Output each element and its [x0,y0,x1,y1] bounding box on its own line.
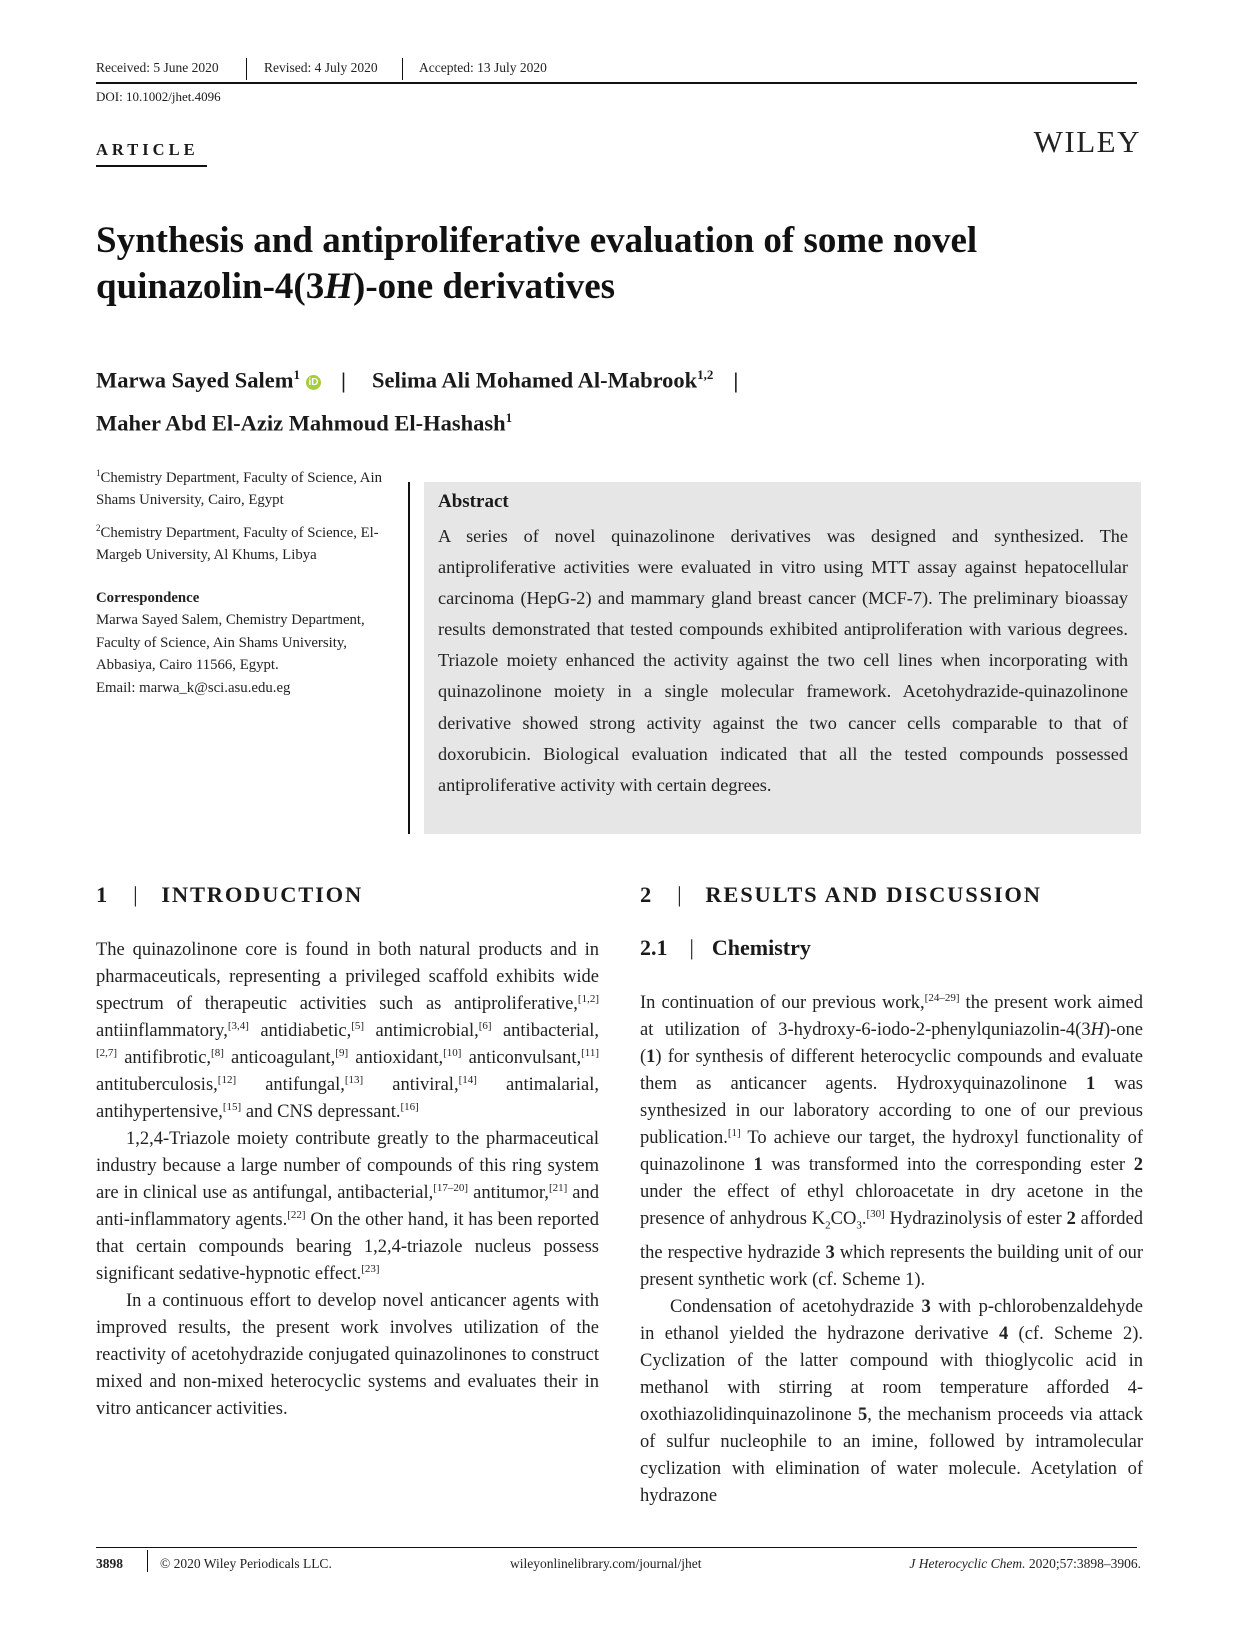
doi[interactable]: DOI: 10.1002/jhet.4096 [96,89,221,104]
revised-date: Revised: 4 July 2020 [264,60,378,75]
affiliations [96,462,396,699]
author-name[interactable]: Maher Abd El-Aziz Mahmoud El-Hashash [96,410,506,435]
header-divider [402,58,403,80]
article-title: Synthesis and antiproliferative evaluation of some novel quinazolin-4(3H)-one derivatives [96,220,978,307]
citation: J Heterocyclic Chem. 2020;57:3898–3906. [909,1556,1141,1571]
received-date: Received: 5 June 2020 [96,60,219,75]
author-name[interactable]: Selima Ali Mohamed Al-Mabrook [371,367,698,393]
introduction-body [96,937,599,1423]
affiliation-1: $^1$Chemistry Department, Faculty of Science, Ain Shams University, Cairo, Egypt [96,468,382,509]
correspondence-email[interactable]: Email: marwa_k@sci.asu.edu.eg [96,679,291,696]
header-divider [246,58,247,80]
copyright: © 2020 Wiley Periodicals LLC. [160,1556,332,1571]
abstract-heading: Abstract [438,491,509,512]
correspondence-heading: Correspondence [96,589,200,606]
chemistry-body [640,990,1143,1510]
paragraph: 1,2,4-Triazole moiety contribute greatly to the pharmaceutical industry because a large number of compounds of this ring system are in clinical use as antifungal, antibacterial,[17–20] antitumor,[21] and anti-inflammatory agents.[22] On the other hand, it has been reported that certain compounds bearing 1,2,4-triazole nucleus possess significant sedative-hypnotic effect.[23] [96,1129,599,1284]
accepted-date: Accepted: 13 July 2020 [419,60,547,75]
abstract-divider [408,482,410,834]
affiliation-2: $^2$Chemistry Department, Faculty of Science, El-Margeb University, Al Khums, Libya [96,522,379,564]
subsection-heading-chemistry: 2.1 | Chemistry [640,935,811,960]
correspondence-text: Marwa Sayed Salem, Chemistry Department, Faculty of Science, Ain Shams University, Abbasiya, Cairo 11566, Egypt. [96,612,365,674]
paragraph: The quinazolinone core is found in both natural products and in pharmaceuticals, representing a privileged scaffold exhibits wide spectrum of therapeutic activities such as antiproliferative,[1,2] antiinflammatory,[3,4] antidiabetic,[5] antimicrobial,[6] antibacterial,[2,7] antifibrotic,[8] anticoagulant,[9] antioxidant,[10] anticonvulsant,[11] antituberculosis,[12] antifungal,[13] antiviral,[14] antimalarial, antihypertensive,[15] and CNS depressant.[16] [96,940,600,1122]
section-heading-introduction: 1 | INTRODUCTION [96,882,363,907]
section-heading-results: 2 | RESULTS AND DISCUSSION [640,882,1042,907]
footer-divider [147,1550,148,1572]
orcid-icon[interactable]: iD [306,375,321,390]
section-label: ARTICLE [96,140,199,159]
paragraph: In a continuous effort to develop novel anticancer agents with improved results, the present work involves utilization of the reactivity of acetohydrazide conjugated quinazolinones to construct mixed and non-mixed heterocyclic systems and evaluates their in vitro anticancer activities. [96,1291,599,1419]
abstract-text: A series of novel quinazolinone derivatives was designed and synthesized. The antiproliferative activities were evaluated in vitro using MTT assay against hepatocellular carcinoma (HepG-2) and mammary gland breast cancer (MCF-7). The preliminary bioassay results demonstrated that tested compounds exhibited antiproliferation with various degrees. Triazole moiety enhanced the activity against the two cell lines when incorporating with quinazolinone moiety in a single molecular framework. Acetohydrazide-quinazolinone derivative showed strong activity against the two cancer cells comparable to that of doxorubicin. Biological evaluation indicated that all the tested compounds possessed antiproliferative activity with certain degrees. [438,526,1128,795]
paragraph: In continuation of our previous work,[24–29] the present work aimed at utilization of 3-hydroxy-6-iodo-2-phenylquniazolin-4(3H)-one (1) for synthesis of different heterocyclic compounds and evaluate them as anticancer agents. Hydroxyquinazolinone 1 was synthesized in our laboratory according to one of our previous publication.[1] To achieve our target, the hydroxyl functionality of quinazolinone 1 was transformed into the corresponding ester 2 under the effect of ethyl chloroacetate in dry acetone in the presence of anhydrous $K_2CO_3.[30]$ Hydrazinolysis of ester 2 afforded the respective hydrazide 3 which represents the building unit of our present synthetic work (cf. Scheme 1). [640,991,1144,1290]
footer-rule [96,1547,1137,1548]
page-number: 3898 [96,1556,123,1571]
section-label-underline [96,165,207,167]
publisher-logo: WILEY [1033,124,1141,159]
paragraph: Condensation of acetohydrazide 3 with p-chlorobenzaldehyde in ethanol yielded the hydrazone derivative 4 (cf. Scheme 2). Cyclization of the latter compound with thioglycolic acid in methanol with stirring at room temperature afforded 4-oxothiazolidinquinazolinone 5, the mechanism proceeds via attack of sulfur nucleophile to an imine, followed by intramolecular cyclization with elimination of water molecule. Acetylation of hydrazone [640,1296,1144,1506]
journal-url[interactable]: wileyonlinelibrary.com/journal/jhet [510,1556,702,1571]
header-rule [96,82,1137,84]
author-list: Marwa Sayed Salem$^1$ iD | Selima Ali Mohamed Al-Mabrook$^{1,2}$ | Maher Abd El-Aziz Mahmoud El-Hashash$^1$ [96,367,739,435]
author-name[interactable]: Marwa Sayed Salem [96,367,294,393]
